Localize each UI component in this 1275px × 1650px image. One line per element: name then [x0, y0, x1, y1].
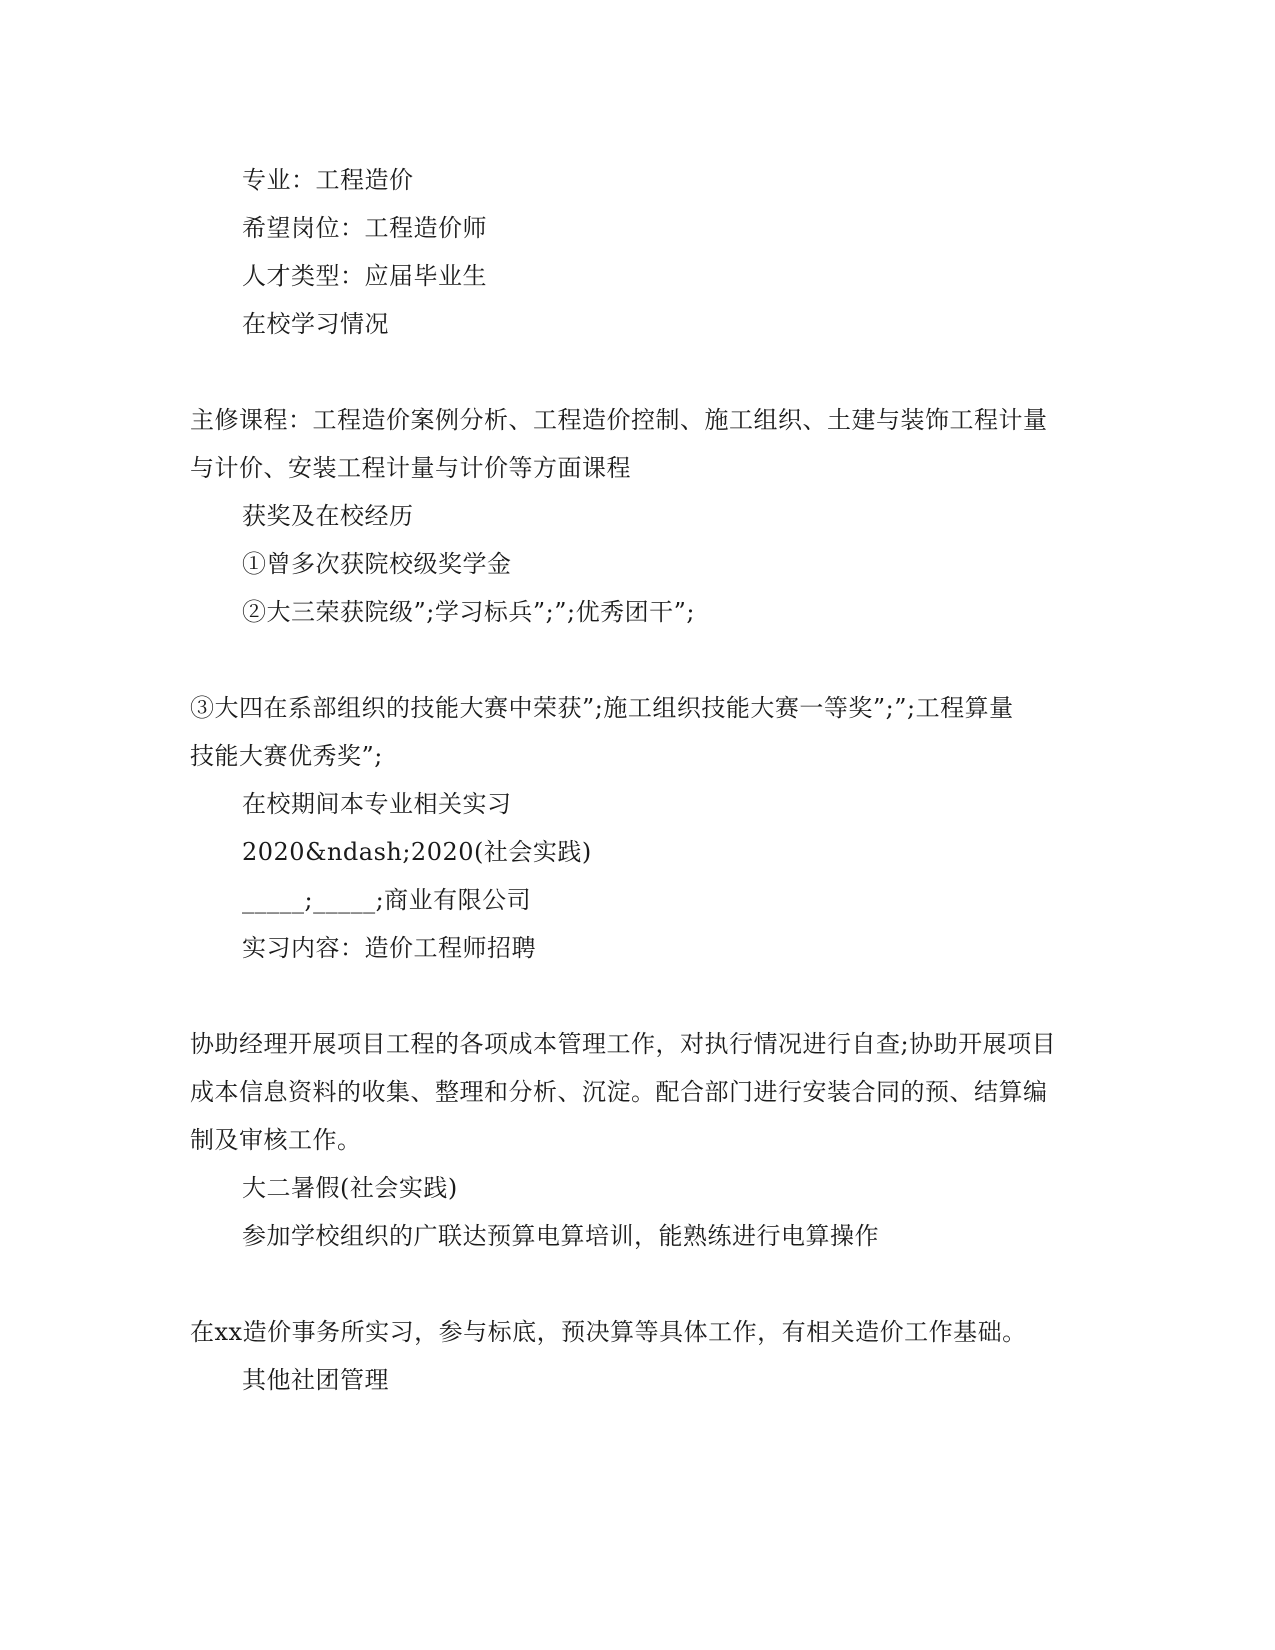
position-line: 希望岗位：工程造价师 [242, 214, 487, 242]
award-2: ②大三荣获院级”;学习标兵”;”;优秀团干”; [242, 598, 695, 626]
summer-training: 参加学校组织的广联达预算电算培训，能熟练进行电算操作 [242, 1222, 879, 1250]
internship-company: _____;_____;商业有限公司 [242, 886, 532, 914]
firm-internship: 在xx造价事务所实习，参与标底，预决算等具体工作，有相关造价工作基础。 [190, 1318, 1027, 1346]
internship-period: 2020&ndash;2020(社会实践) [242, 838, 592, 866]
study-heading: 在校学习情况 [242, 310, 389, 338]
awards-heading: 获奖及在校经历 [242, 502, 414, 530]
award-1: ①曾多次获院校级奖学金 [242, 550, 512, 578]
award-3-line-1: ③大四在系部组织的技能大赛中荣获”;施工组织技能大赛一等奖”;”;工程算量 [190, 694, 1014, 722]
internship-content: 实习内容：造价工程师招聘 [242, 934, 536, 962]
courses-line-2: 与计价、安装工程计量与计价等方面课程 [190, 454, 631, 482]
courses-line-1: 主修课程：工程造价案例分析、工程造价控制、施工组织、土建与装饰工程计量 [190, 406, 1048, 434]
summer-heading: 大二暑假(社会实践) [242, 1174, 458, 1202]
duties-line-3: 制及审核工作。 [190, 1126, 362, 1154]
major-line: 专业：工程造价 [242, 166, 414, 194]
duties-line-2: 成本信息资料的收集、整理和分析、沉淀。配合部门进行安装合同的预、结算编 [190, 1078, 1048, 1106]
internship-heading: 在校期间本专业相关实习 [242, 790, 512, 818]
award-3-line-2: 技能大赛优秀奖”; [190, 742, 383, 770]
other-heading: 其他社团管理 [242, 1366, 389, 1394]
duties-line-1: 协助经理开展项目工程的各项成本管理工作，对执行情况进行自查;协助开展项目 [190, 1030, 1057, 1058]
talent-type-line: 人才类型：应届毕业生 [242, 262, 487, 290]
